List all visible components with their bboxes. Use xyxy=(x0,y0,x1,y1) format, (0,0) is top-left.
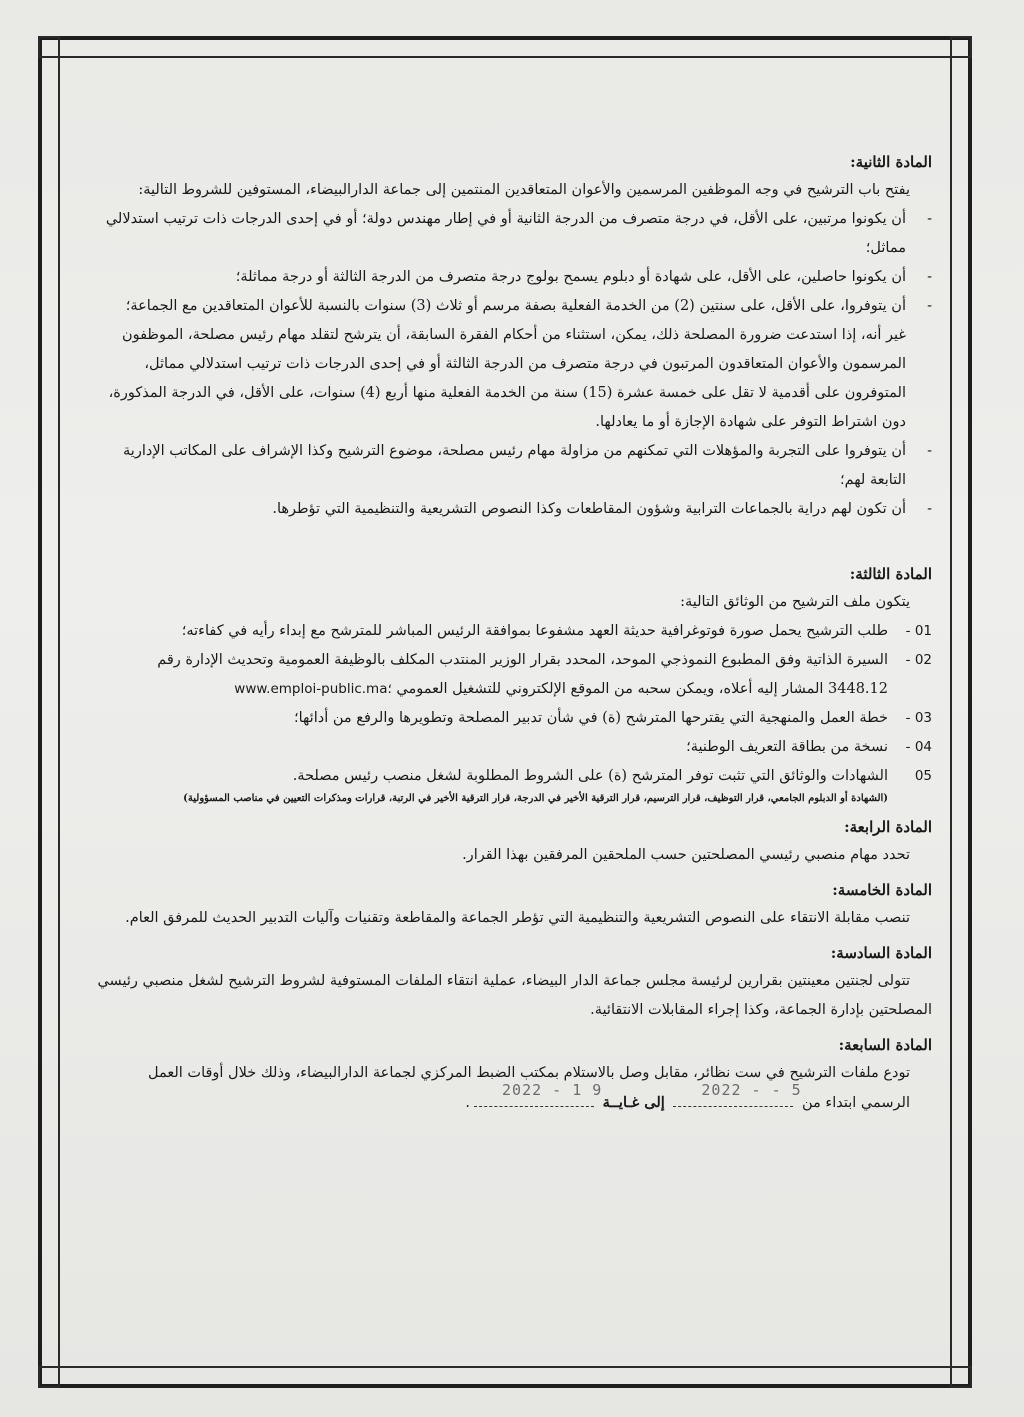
article-3-intro: يتكون ملف الترشيح من الوثائق التالية: xyxy=(680,594,910,610)
item-text: الشهادات والوثائق التي تثبت توفر المترشح (ة) على الشروط المطلوبة لشغل منصب رئيس مصلحة. xyxy=(292,768,888,784)
to-label: إلى غـايــة xyxy=(602,1094,665,1111)
item-text: السيرة الذاتية وفق المطبوع النموذجي الموحد، المحدد بقرار الوزير المنتدب المكلف بالوظيفة العمومية وتحديث الإدارة رقم 3448.12 المشار إليه أعلاه، ويمكن سحبه من الموقع الإلكتروني للتشغيل العمومي xyxy=(157,652,888,697)
date-to-handwritten: 2022 - 1 9 xyxy=(502,1081,603,1099)
condition-text: أن يتوفروا على التجربة والمؤهلات التي تمكنهم من مزاولة مهام رئيس مصلحة، موضوع الترشيح وكذا الإشراف على المكاتب الإدارية التابعة لهم؛ xyxy=(123,443,906,488)
document-item xyxy=(96,704,932,733)
from-label: الرسمي ابتداء من xyxy=(802,1095,910,1111)
date-from-field xyxy=(673,1081,802,1107)
condition-item xyxy=(96,437,932,495)
bullet-dash: - xyxy=(927,211,932,227)
article-3-heading: المادة الثالثة: xyxy=(849,565,932,583)
condition-text: أن يتوفروا، على الأقل، على سنتين (2) من الخدمة الفعلية بصفة مرسم أو ثلاث (3) سنوات بالنسبة للأعوان المتعاقدين مع الجماعة؛ xyxy=(125,298,906,314)
documents-note: (الشهادة أو الدبلوم الجامعي، قرار التوظيف، قرار الترسيم، قرار الترقية الأخير في الدرجة، قرار الترقية الأخير في الرتبة، قرارات ومذكرات التعيين في مناصب المسؤولية) xyxy=(183,793,888,804)
item-number: 04 - xyxy=(905,739,932,755)
item-number: 01 - xyxy=(905,623,932,639)
border-corner xyxy=(950,36,972,58)
article-7-text: تودع ملفات الترشيح في ست نظائر، مقابل وصل بالاستلام بمكتب الضبط المركزي لجماعة الدارالبيضاء، وذلك خلال أوقات العمل xyxy=(148,1065,910,1081)
item-text: خطة العمل والمنهجية التي يقترحها المترشح (ة) في شأن تدبير المصلحة وتطويرها والرفع من أدائها؛ xyxy=(293,710,888,726)
condition-item xyxy=(96,263,932,292)
end-period: . xyxy=(465,1095,471,1111)
item-text: طلب الترشيح يحمل صورة فوتوغرافية حديثة العهد مشفوعا بموافقة الرئيس المباشر للمترشح مع إبداء رأيه في كفاءته؛ xyxy=(181,623,888,639)
condition-item xyxy=(96,205,932,263)
bullet-dash: - xyxy=(927,501,932,517)
item-number: 03 - xyxy=(905,710,932,726)
condition-text: أن تكون لهم دراية بالجماعات الترابية وشؤون المقاطعات وكذا النصوص التشريعية والتنظيمية التي تؤطرها. xyxy=(272,501,906,517)
document-item xyxy=(96,762,932,791)
border-corner xyxy=(38,1366,60,1388)
bullet-dash: - xyxy=(927,269,932,285)
article-2-heading: المادة الثانية: xyxy=(850,153,932,171)
document-item xyxy=(96,617,932,646)
article-5-heading: المادة الخامسة: xyxy=(832,881,932,899)
condition-text: أن يكونوا حاصلين، على الأقل، على شهادة أو دبلوم يسمح بولوج درجة متصرف من الدرجة الثالثة أو درجة مماثلة؛ xyxy=(235,269,906,285)
bullet-dash: - xyxy=(927,298,932,314)
item-number: 05 xyxy=(914,768,932,784)
article-6-heading: المادة السادسة: xyxy=(830,944,932,962)
website-url: www.emploi-public.ma؛ xyxy=(234,681,392,697)
document-item xyxy=(96,646,932,704)
document-item xyxy=(96,733,932,762)
border-corner xyxy=(950,1366,972,1388)
border-corner xyxy=(38,36,60,58)
condition-item xyxy=(96,495,932,524)
article-2-intro: يفتح باب الترشيح في وجه الموظفين المرسمين والأعوان المتعاقدين المنتمين إلى جماعة الدارالبيضاء، المستوفين للشروط التالية: xyxy=(138,182,910,198)
bullet-dash: - xyxy=(927,443,932,459)
item-text: نسخة من بطاقة التعريف الوطنية؛ xyxy=(686,739,888,755)
article-4-heading: المادة الرابعة: xyxy=(844,818,932,836)
article-7-heading: المادة السابعة: xyxy=(838,1036,932,1054)
article-7-dates xyxy=(96,1081,932,1118)
exception-paragraph: غير أنه، إذا استدعت ضرورة المصلحة ذلك، يمكن، استثناء من أحكام الفقرة السابقة، أن يترشح لتقلد مهام رئيس مصلحة، الموظفون المرسمون والأعوان المتعاقدون المرتبون في درجة متصرف من الدرجة الثالثة أو في إحدى الدرجات ذات ترتيب استدلالي مماثل، المتوفرون على أقدمية لا تقل على خمسة عشرة (15) سنة من الخدمة الفعلية منها أربع (4) سنوات، على الأقل، في الدرجة المذكورة، دون اشتراط التوفر على شهادة الإجازة أو ما يعادلها. xyxy=(108,327,906,430)
document-body xyxy=(96,148,932,1118)
condition-item xyxy=(96,292,932,321)
article-6-text: تتولى لجنتين معينتين بقرارين لرئيسة مجلس جماعة الدار البيضاء، عملية انتقاء الملفات المستوفية لشروط الترشيح لشغل منصبي رئيسي المصلحتين بإدارة الجماعة، وكذا إجراء المقابلات الانتقائية. xyxy=(97,973,932,1018)
article-4-text: تحدد مهام منصبي رئيسي المصلحتين حسب الملحقين المرفقين بهذا القرار. xyxy=(462,847,910,863)
date-to-field xyxy=(474,1081,603,1107)
item-number: 02 - xyxy=(905,652,932,668)
article-5-text: تنصب مقابلة الانتقاء على النصوص التشريعية والتنظيمية التي تؤطر الجماعة والمقاطعة وتقنيات وآليات التدبير الحديث للمرفق العام. xyxy=(125,910,910,926)
condition-text: أن يكونوا مرتبين، على الأقل، في درجة متصرف من الدرجة الثانية أو في إطار مهندس دولة؛ أو في إحدى الدرجات ذات ترتيب استدلالي مماثل؛ xyxy=(105,211,906,256)
date-from-handwritten: 2022 - - 5 xyxy=(701,1081,802,1099)
